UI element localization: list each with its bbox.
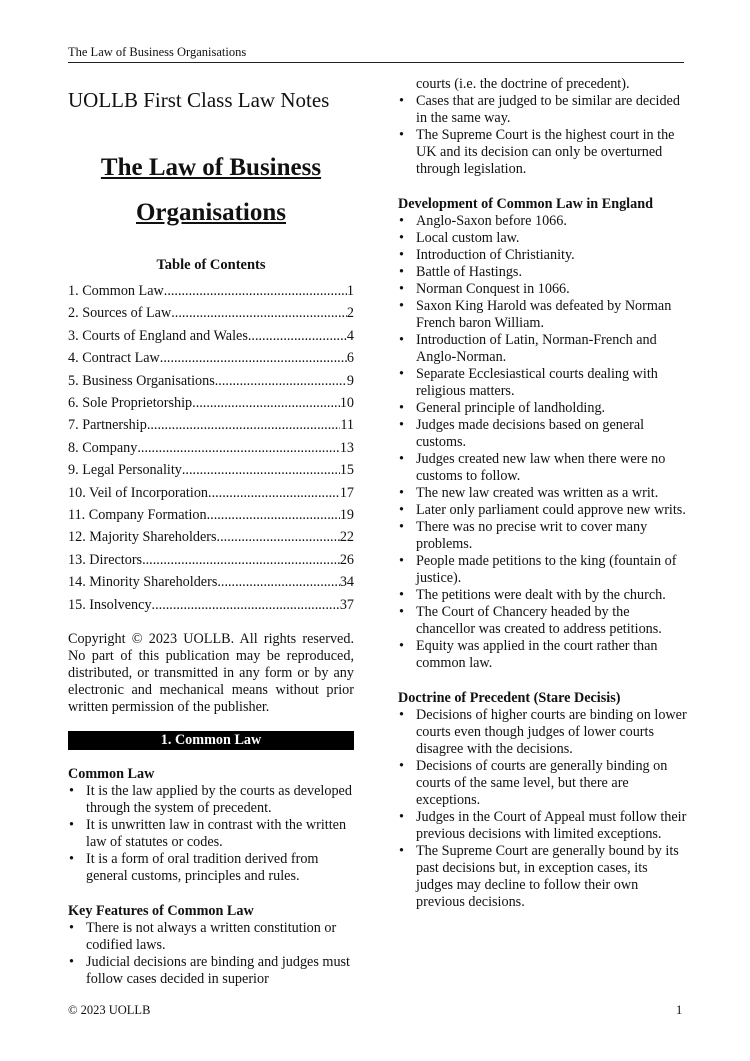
toc-entry[interactable]	[68, 325, 354, 347]
list-item: • It is the law applied by the courts as developed through the system of precedent.	[68, 783, 354, 817]
footer-copyright: © 2023 UOLLB	[68, 1003, 151, 1017]
toc-leader-dots	[207, 504, 340, 526]
list-item: • The Supreme Court are generally bound by its past decisions but, in exception cases, its judges may decline to follow their own previous decisions.	[398, 843, 688, 911]
document-title-line-2: Organisations	[135, 199, 287, 226]
toc-entry-title: 2. Sources of Law	[68, 305, 172, 322]
toc-entry[interactable]	[68, 571, 354, 593]
list-item: • It is a form of oral tradition derived from general customs, principles and rules.	[68, 851, 354, 885]
heading-common-law: Common Law	[68, 766, 155, 783]
list-common-law	[68, 783, 354, 885]
header-rule	[68, 62, 684, 63]
running-header: The Law of Business Organisations	[68, 45, 247, 59]
list-item: • There is not always a written constitution or codified laws.	[68, 920, 354, 954]
list-item: • General principle of landholding.	[398, 400, 688, 417]
toc-entry[interactable]	[68, 459, 354, 481]
toc-entry-title: 6. Sole Proprietorship	[68, 395, 193, 412]
toc-entry-page: 6	[346, 350, 354, 367]
toc-entry[interactable]	[68, 392, 354, 414]
toc-entry-title: 3. Courts of England and Wales	[68, 327, 248, 344]
toc-entry-title: 4. Contract Law	[68, 350, 160, 367]
heading-precedent: Doctrine of Precedent (Stare Decisis)	[398, 690, 621, 706]
toc-entry-page: 34	[339, 574, 354, 591]
toc-leader-dots	[182, 459, 340, 481]
list-item: • The Court of Chancery headed by the chancellor was created to address petitions.	[398, 604, 688, 638]
list-item: • Cases that are judged to be similar are decided in the same way.	[398, 93, 688, 127]
toc-entry[interactable]	[68, 549, 354, 571]
right-column	[398, 76, 688, 911]
toc-entry-title: 12. Majority Shareholders	[68, 529, 217, 546]
list-key-features-continued	[398, 93, 688, 178]
list-item: • Battle of Hastings.	[398, 264, 688, 281]
toc-leader-dots	[217, 571, 339, 593]
toc-entry[interactable]	[68, 526, 354, 548]
document-title-line-1: The Law of Business	[100, 154, 322, 181]
section-banner: 1. Common Law	[68, 731, 354, 750]
list-item: • Anglo-Saxon before 1066.	[398, 213, 688, 230]
toc-entry-title: 14. Minority Shareholders	[68, 574, 218, 591]
list-item: • Judges in the Court of Appeal must follow their previous decisions with limited exceptions.	[398, 809, 688, 843]
list-precedent	[398, 707, 688, 911]
toc-leader-dots	[142, 549, 340, 571]
brand-title: UOLLB First Class Law Notes	[68, 88, 330, 112]
toc-leader-dots	[137, 437, 339, 459]
toc-entry[interactable]	[68, 414, 354, 436]
toc-entry-page: 9	[346, 372, 354, 389]
toc-entry[interactable]	[68, 370, 354, 392]
toc-entry-page: 22	[339, 529, 354, 546]
left-column	[68, 88, 354, 988]
list-item: • The petitions were dealt with by the church.	[398, 587, 688, 604]
copyright-notice: Copyright © 2023 UOLLB. All rights reserved. No part of this publication may be reproduced, distributed, or transmitted in any form or by any electronic and mechanical means without prior written permission of the publisher.	[68, 631, 354, 716]
toc-entry-title: 5. Business Organisations	[68, 372, 215, 389]
list-item-continuation: courts (i.e. the doctrine of precedent).	[416, 76, 630, 92]
toc-entry-page: 4	[346, 327, 354, 344]
toc-entry-title: 9. Legal Personality	[68, 462, 182, 479]
list-item: • Judges created new law when there were no customs to follow.	[398, 451, 688, 485]
list-development	[398, 213, 688, 672]
toc-entry-title: 13. Directors	[68, 551, 143, 568]
toc-entry-title: 15. Insolvency	[68, 596, 152, 613]
list-key-features	[68, 920, 354, 988]
list-item: • People made petitions to the king (fountain of justice).	[398, 553, 688, 587]
toc-entry-page: 37	[339, 596, 354, 613]
toc-entry-title: 10. Veil of Incorporation	[68, 484, 209, 501]
toc-entry-title: 1. Common Law	[68, 283, 164, 299]
toc-leader-dots	[164, 280, 347, 302]
toc-leader-dots	[147, 414, 341, 436]
toc-entry[interactable]	[68, 302, 354, 324]
toc-entry-page: 19	[339, 507, 354, 524]
list-item: • Introduction of Latin, Norman-French and Anglo-Norman.	[398, 332, 688, 366]
toc-entry-page: 10	[339, 395, 354, 412]
heading-development: Development of Common Law in England	[398, 196, 654, 212]
toc-entry[interactable]	[68, 280, 354, 302]
list-item: • Equity was applied in the court rather than common law.	[398, 638, 688, 672]
toc-leader-dots	[248, 325, 347, 347]
toc-entry-page: 1	[346, 283, 354, 299]
list-item: • Decisions of courts are generally binding on courts of the same level, but there are exceptions.	[398, 758, 688, 809]
list-item: • Saxon King Harold was defeated by Norman French baron William.	[398, 298, 688, 332]
toc-leader-dots	[160, 347, 347, 369]
toc-heading: Table of Contents	[156, 257, 266, 273]
toc-entry-page: 15	[339, 462, 354, 479]
toc-entry[interactable]	[68, 482, 354, 504]
list-item: • The new law created was written as a writ.	[398, 485, 688, 502]
page-number: 1	[676, 1003, 683, 1017]
toc-leader-dots	[215, 370, 347, 392]
toc-leader-dots	[217, 526, 340, 548]
toc-entry-page: 13	[339, 439, 354, 456]
toc-entry-page: 11	[340, 417, 354, 434]
toc-entry[interactable]	[68, 594, 354, 616]
list-item: • Introduction of Christianity.	[398, 247, 688, 264]
toc-entry[interactable]	[68, 504, 354, 526]
toc-entry[interactable]	[68, 347, 354, 369]
list-item: • Norman Conquest in 1066.	[398, 281, 688, 298]
toc-leader-dots	[171, 302, 347, 324]
toc-entry-title: 7. Partnership	[68, 417, 147, 434]
list-item: • The Supreme Court is the highest court in the UK and its decision can only be overturned through legislation.	[398, 127, 688, 178]
toc-entry-title: 8. Company	[68, 439, 138, 456]
list-item: • Judicial decisions are binding and judges must follow cases decided in superior	[68, 954, 354, 988]
toc-entry-page: 2	[346, 305, 354, 322]
toc-entry-page: 26	[339, 551, 354, 568]
document-title	[68, 145, 354, 235]
list-item: • Decisions of higher courts are binding on lower courts even though judges of lower courts disagree with the decisions.	[398, 707, 688, 758]
list-item: • Local custom law.	[398, 230, 688, 247]
list-item: • Judges made decisions based on general customs.	[398, 417, 688, 451]
list-item: • It is unwritten law in contrast with the written law of statutes or codes.	[68, 817, 354, 851]
toc-entry[interactable]	[68, 437, 354, 459]
toc-leader-dots	[152, 594, 340, 616]
table-of-contents	[68, 280, 354, 616]
list-item: • Separate Ecclesiastical courts dealing with religious matters.	[398, 366, 688, 400]
list-item: • Later only parliament could approve new writs.	[398, 502, 688, 519]
toc-entry-title: 11. Company Formation	[68, 507, 207, 524]
toc-leader-dots	[208, 482, 340, 504]
list-item: • There was no precise writ to cover many problems.	[398, 519, 688, 553]
toc-entry-page: 17	[339, 484, 354, 501]
heading-key-features: Key Features of Common Law	[68, 903, 254, 920]
toc-leader-dots	[192, 392, 340, 414]
